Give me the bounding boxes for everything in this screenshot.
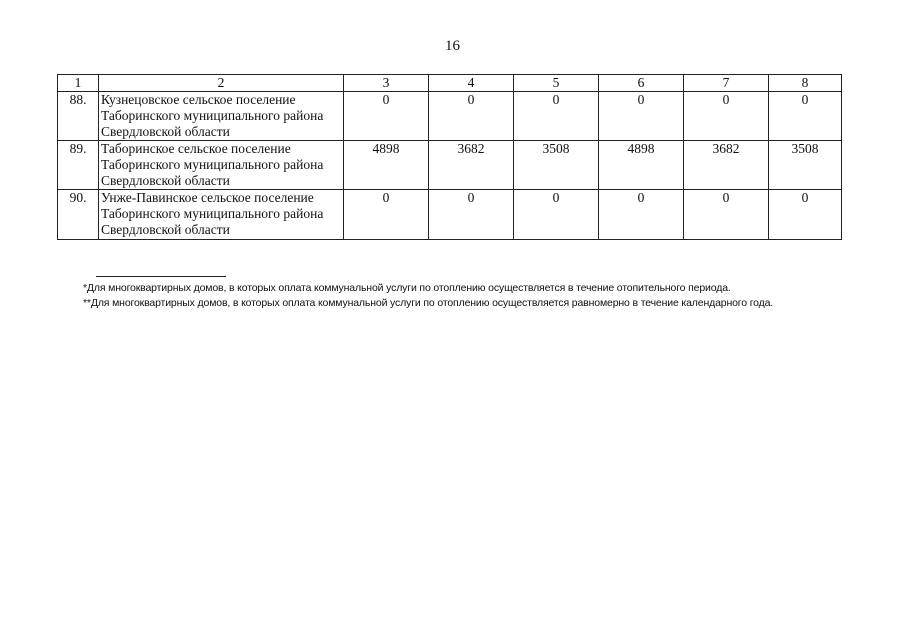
column-header: 8 bbox=[769, 75, 842, 92]
value-cell: 4898 bbox=[344, 141, 429, 190]
settlement-name: Унже-Павинское сельское поселение Таборинского муниципального района Свердловской области bbox=[99, 190, 344, 240]
value-cell: 3508 bbox=[769, 141, 842, 190]
value-cell: 0 bbox=[684, 190, 769, 240]
column-header: 3 bbox=[344, 75, 429, 92]
column-header: 1 bbox=[58, 75, 99, 92]
row-number: 89. bbox=[58, 141, 99, 190]
footnotes bbox=[57, 281, 841, 311]
value-cell: 0 bbox=[769, 92, 842, 141]
table-row bbox=[58, 190, 842, 240]
value-cell: 3508 bbox=[514, 141, 599, 190]
value-cell: 0 bbox=[514, 92, 599, 141]
table-header-row bbox=[58, 75, 842, 92]
page-number: 16 bbox=[445, 38, 460, 54]
value-cell: 3682 bbox=[684, 141, 769, 190]
value-cell: 0 bbox=[429, 190, 514, 240]
value-cell: 0 bbox=[599, 92, 684, 141]
value-cell: 0 bbox=[344, 190, 429, 240]
column-header: 7 bbox=[684, 75, 769, 92]
value-cell: 4898 bbox=[599, 141, 684, 190]
value-cell: 0 bbox=[599, 190, 684, 240]
table-row bbox=[58, 141, 842, 190]
value-cell: 0 bbox=[684, 92, 769, 141]
column-header: 6 bbox=[599, 75, 684, 92]
row-number: 88. bbox=[58, 92, 99, 141]
footnote-1: *Для многоквартирных домов, в которых оплата коммунальной услуги по отоплению осуществляется в течение отопительного периода. bbox=[83, 282, 731, 294]
footnote-separator bbox=[96, 276, 226, 277]
settlement-name: Кузнецовское сельское поселение Таборинского муниципального района Свердловской области bbox=[99, 92, 344, 141]
value-cell: 0 bbox=[429, 92, 514, 141]
column-header: 2 bbox=[99, 75, 344, 92]
row-number: 90. bbox=[58, 190, 99, 240]
value-cell: 0 bbox=[344, 92, 429, 141]
value-cell: 0 bbox=[514, 190, 599, 240]
table-row bbox=[58, 92, 842, 141]
column-header: 4 bbox=[429, 75, 514, 92]
value-cell: 0 bbox=[769, 190, 842, 240]
data-table bbox=[57, 74, 842, 240]
column-header: 5 bbox=[514, 75, 599, 92]
footnote-2: **Для многоквартирных домов, в которых оплата коммунальной услуги по отоплению осуществляется равномерно в течение календарного года. bbox=[83, 297, 774, 309]
settlement-name: Таборинское сельское поселение Таборинского муниципального района Свердловской области bbox=[99, 141, 344, 190]
value-cell: 3682 bbox=[429, 141, 514, 190]
